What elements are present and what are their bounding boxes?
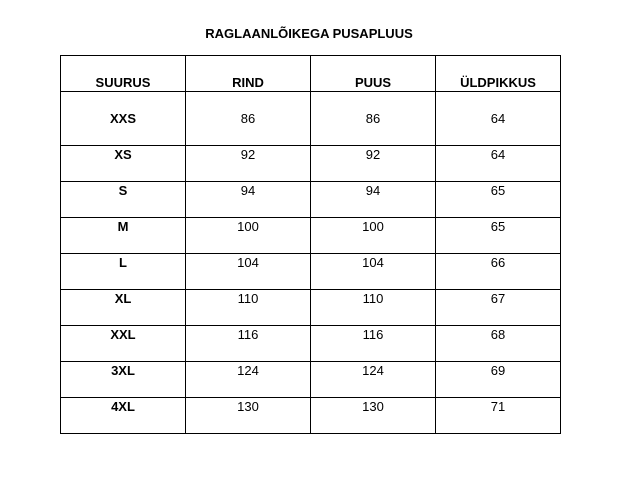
length-cell: 64	[436, 92, 561, 146]
hip-cell: 130	[311, 398, 436, 434]
length-cell: 67	[436, 290, 561, 326]
hip-cell: 110	[311, 290, 436, 326]
size-cell: XXS	[61, 92, 186, 146]
table-row	[61, 254, 561, 290]
size-cell: S	[61, 182, 186, 218]
table-header-row	[61, 56, 561, 92]
table-row	[61, 182, 561, 218]
header-chest: RIND	[186, 56, 311, 92]
length-cell: 66	[436, 254, 561, 290]
table-row	[61, 92, 561, 146]
hip-cell: 104	[311, 254, 436, 290]
header-total-length: ÜLDPIKKUS	[436, 56, 561, 92]
hip-cell: 92	[311, 146, 436, 182]
hip-cell: 86	[311, 92, 436, 146]
chest-cell: 86	[186, 92, 311, 146]
hip-cell: 100	[311, 218, 436, 254]
chest-cell: 124	[186, 362, 311, 398]
size-cell: L	[61, 254, 186, 290]
hip-cell: 116	[311, 326, 436, 362]
length-cell: 64	[436, 146, 561, 182]
chest-cell: 104	[186, 254, 311, 290]
size-cell: XS	[61, 146, 186, 182]
header-size: SUURUS	[61, 56, 186, 92]
length-cell: 69	[436, 362, 561, 398]
chest-cell: 100	[186, 218, 311, 254]
chest-cell: 130	[186, 398, 311, 434]
table-row	[61, 218, 561, 254]
chest-cell: 92	[186, 146, 311, 182]
length-cell: 65	[436, 218, 561, 254]
header-hip: PUUS	[311, 56, 436, 92]
hip-cell: 124	[311, 362, 436, 398]
table-row	[61, 290, 561, 326]
table-row	[61, 326, 561, 362]
table-row	[61, 146, 561, 182]
chest-cell: 116	[186, 326, 311, 362]
document-title: RAGLAANLÕIKEGA PUSAPLUUS	[205, 26, 413, 41]
size-cell: M	[61, 218, 186, 254]
size-cell: 4XL	[61, 398, 186, 434]
length-cell: 65	[436, 182, 561, 218]
size-cell: 3XL	[61, 362, 186, 398]
chest-cell: 94	[186, 182, 311, 218]
hip-cell: 94	[311, 182, 436, 218]
length-cell: 68	[436, 326, 561, 362]
size-cell: XXL	[61, 326, 186, 362]
table-row	[61, 362, 561, 398]
size-chart-table	[60, 55, 561, 434]
table-row	[61, 398, 561, 434]
size-cell: XL	[61, 290, 186, 326]
chest-cell: 110	[186, 290, 311, 326]
length-cell: 71	[436, 398, 561, 434]
